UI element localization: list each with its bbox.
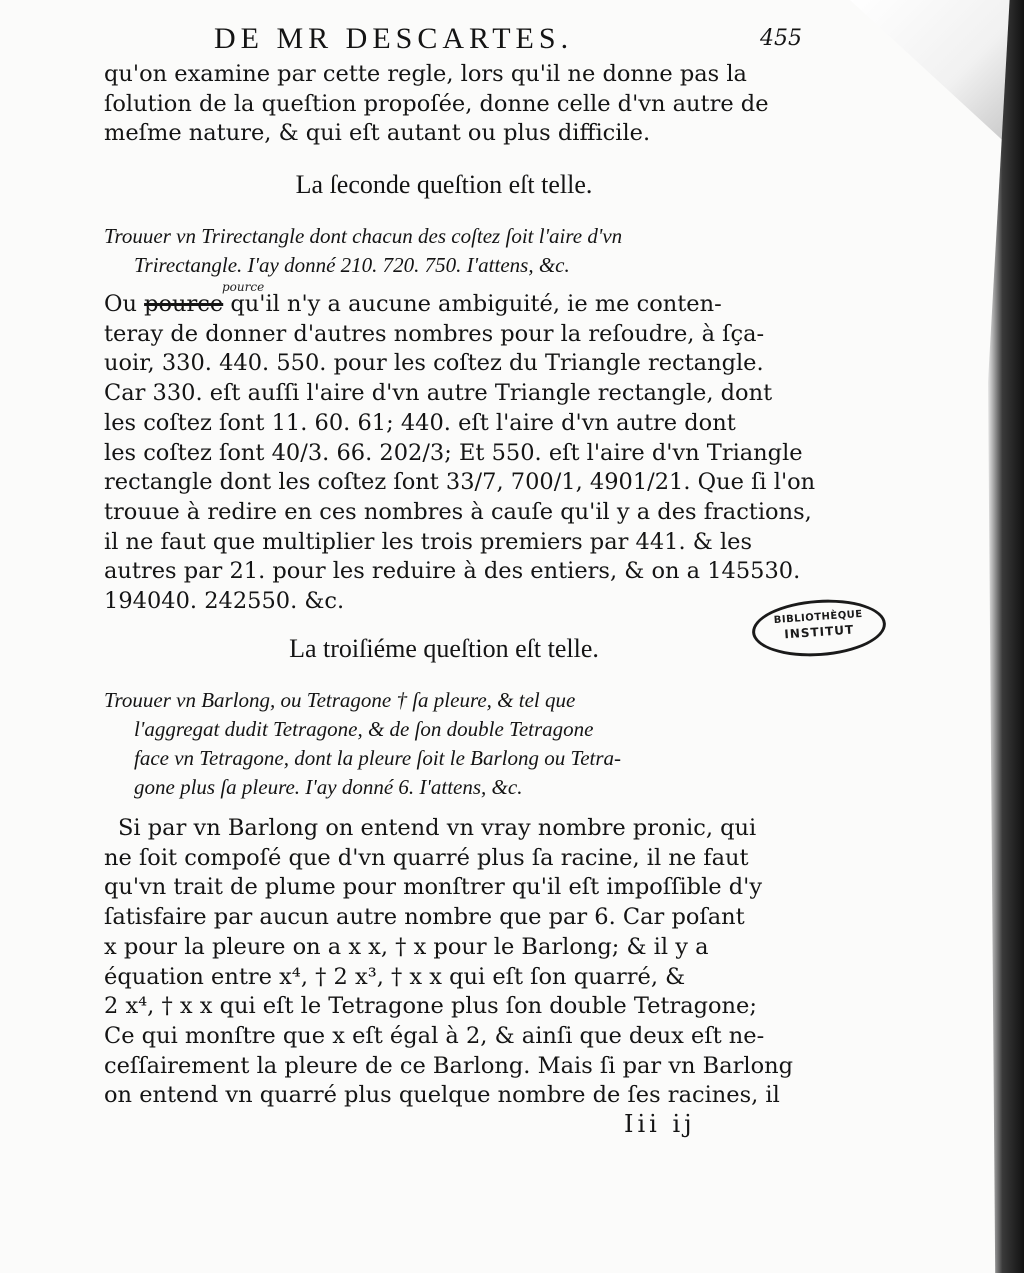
handwritten-annotation: pource (222, 280, 265, 294)
book-page (104, 22, 816, 1109)
text-line: qu'vn trait de plume pour monſtrer qu'il eſt impoſſible d'y (104, 874, 763, 901)
text-line: x pour la pleure on a x x, † x pour le Barlong; & il y a (104, 933, 709, 960)
text-line: autres par 21. pour les reduire à des entiers, & on a 145530. (104, 558, 801, 585)
text-line: teray de donner d'autres nombres pour la reſoudre, à ſça- (104, 320, 765, 347)
text-line: Ou pource qu'il n'y a aucune ambiguité, ie me conten- (104, 291, 722, 317)
second-question (104, 222, 794, 280)
text-line: ſatisfaire par aucun autre nombre que par 6. Car poſant (104, 904, 745, 931)
text-line: les coſtez ſont 40/3. 66. 202/3; Et 550. eſt l'aire d'vn Triangle (104, 439, 803, 466)
third-question (104, 686, 794, 802)
signature-mark: Iii ij (624, 1110, 696, 1138)
text-line: ne ſoit compoſé que d'vn quarré plus ſa racine, il ne faut (104, 844, 749, 871)
text-line: meſme nature, & qui eſt autant ou plus difficile. (104, 120, 651, 147)
text-line: Ce qui monſtre que x eſt égal à 2, & ainſi que deux eſt ne- (104, 1022, 765, 1049)
intro-paragraph (104, 60, 784, 149)
question-line: face vn Tetragone, dont la pleure ſoit le Barlong ou Tetra- (134, 746, 622, 770)
text-line: ceſſairement la pleure de ce Barlong. Mais ſi par vn Barlong (104, 1052, 794, 1079)
page-number: 455 (760, 26, 802, 51)
text-line: ſolution de la queſtion propoſée, donne celle d'vn autre de (104, 90, 769, 117)
section-heading-second: La ſeconde queſtion eſt telle. (295, 170, 593, 199)
text-line: rectangle dont les coſtez ſont 33/7, 700/1, 4901/21. Que ſi l'on (104, 469, 816, 496)
struck-word: pource (144, 291, 224, 317)
page-header (104, 22, 802, 58)
text-line: on entend vn quarré plus quelque nombre de ſes racines, il (104, 1082, 780, 1109)
text-line: équation entre x⁴, † 2 x³, † x x qui eſt ſon quarré, & (104, 963, 686, 990)
text-line: Car 330. eſt auſſi l'aire d'vn autre Triangle rectangle, dont (104, 380, 773, 407)
text-line: trouue à redire en ces nombres à cauſe qu'il y a des fractions, (104, 498, 812, 525)
question-line: l'aggregat dudit Tetragone, & de ſon double Tetragone (134, 717, 594, 741)
second-answer-paragraph (104, 290, 816, 617)
question-line: Trouuer vn Barlong, ou Tetragone † ſa pleure, & tel que (104, 688, 576, 712)
stamp-line-1: BIBLIOTHÈQUE (773, 608, 864, 627)
question-line: Trouuer vn Trirectangle dont chacun des coſtez ſoit l'aire d'vn (104, 224, 623, 248)
section-heading-third: La troiſiéme queſtion eſt telle. (289, 634, 599, 663)
text-line: Si par vn Barlong on entend vn vray nombre pronic, qui (118, 815, 757, 841)
question-line: Trirectangle. I'ay donné 210. 720. 750. I'attens, &c. (134, 253, 570, 277)
question-line: gone plus ſa pleure. I'ay donné 6. I'attens, &c. (134, 775, 523, 799)
text-line: il ne faut que multiplier les trois premiers par 441. & les (104, 528, 753, 555)
text-line: 194040. 242550. &c. (104, 588, 345, 615)
text-line: uoir, 330. 440. 550. pour les coſtez du Triangle rectangle. (104, 350, 764, 377)
third-answer-paragraph (104, 814, 794, 1111)
running-title: DE MR DESCARTES. (214, 22, 574, 55)
text-line: 2 x⁴, † x x qui eſt le Tetragone plus ſon double Tetragone; (104, 993, 757, 1020)
text-line: qu'on examine par cette regle, lors qu'il ne donne pas la (104, 61, 747, 87)
text-line: les coſtez ſont 11. 60. 61; 440. eſt l'aire d'vn autre dont (104, 409, 736, 436)
stamp-line-2: INSTITUT (783, 622, 855, 642)
